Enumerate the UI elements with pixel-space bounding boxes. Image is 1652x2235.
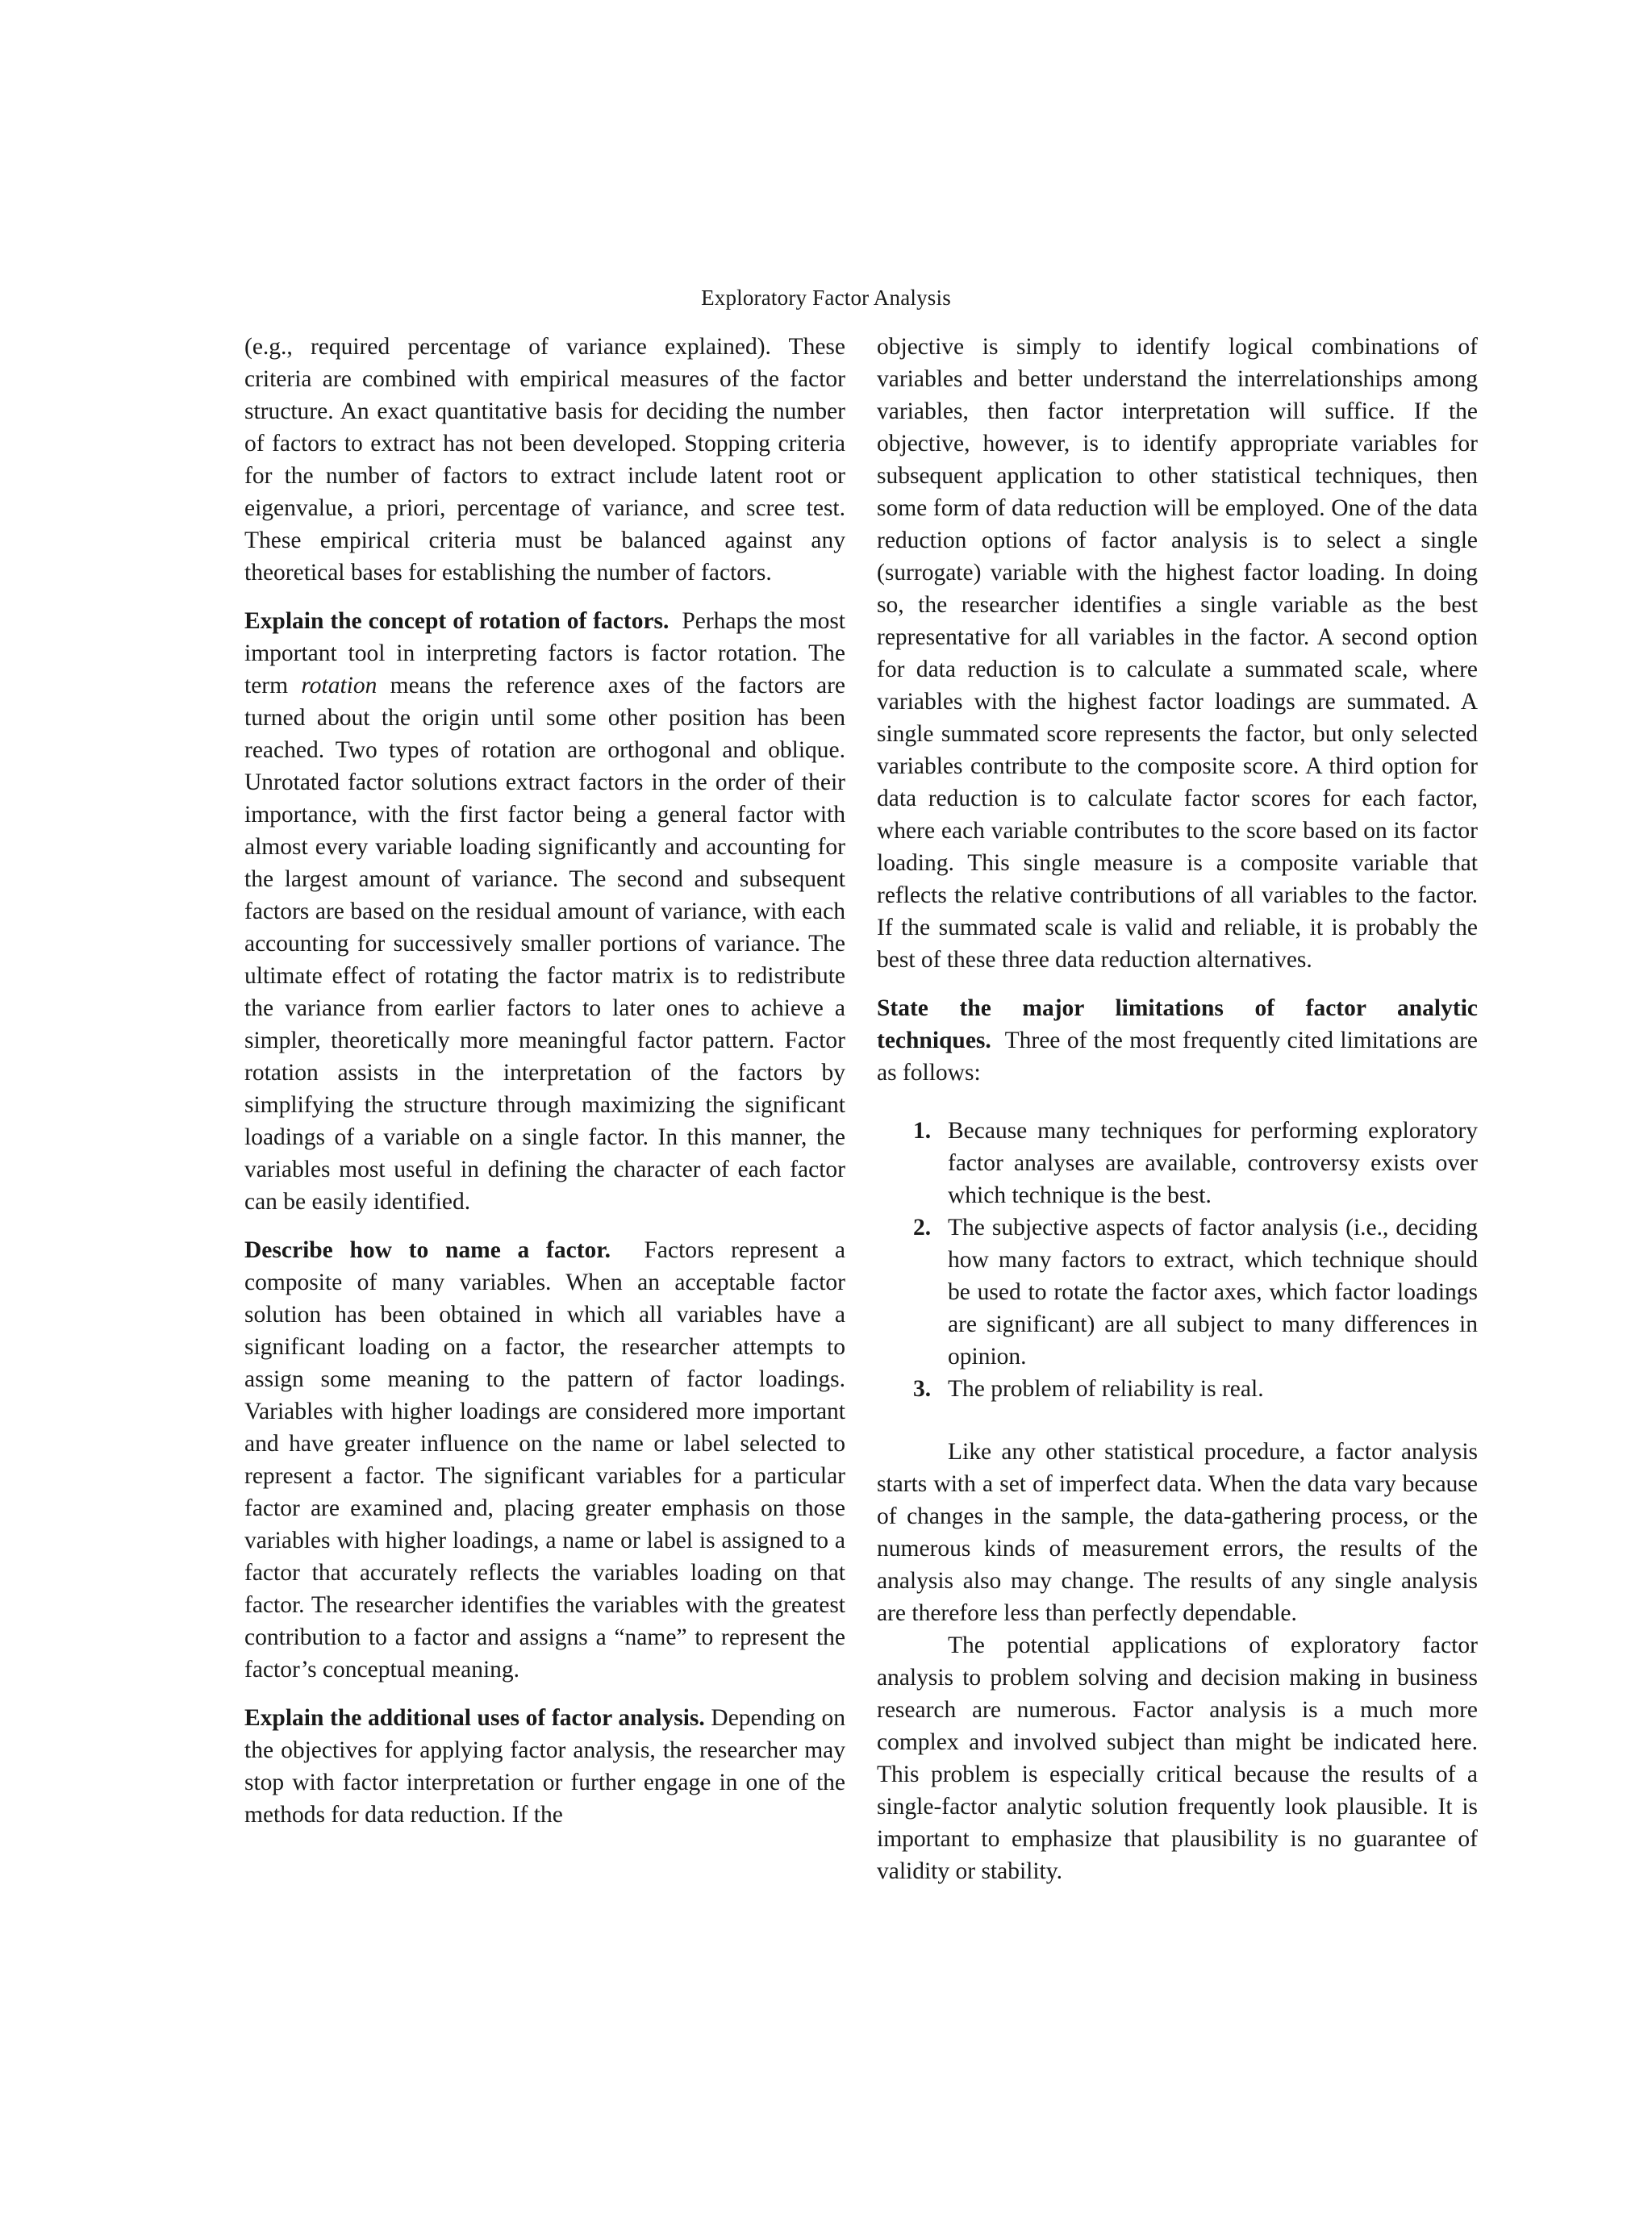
limitations-heading: State the major limitations of factor analytic techniques. <box>877 995 1478 1053</box>
limitations-list <box>877 1115 1478 1405</box>
rotation-text-after: means the reference axes of the factors are turned about the origin until some other position has been reached. Two types of rotation are orthogonal and oblique. Unrotated factor solutions extract factors in the order of their importance, with the first factor being a general factor with almost every variable loading significantly and accounting for the largest amount of variance. The second and subsequent factors are based on the residual amount of variance, with each accounting for successively smaller portions of variance. The ultimate effect of rotating the factor matrix is to redistribute the variance from earlier factors to later ones to achieve a simpler, theoretically more meaningful factor pattern. Factor rotation assists in the interpretation of the factors by simplifying the structure through maximizing the significant loadings of a variable on a single factor. In this manner, the variables most useful in defining the character of each factor can be easily identified. <box>244 673 846 1215</box>
list-item-number: 1. <box>913 1118 932 1144</box>
list-item <box>877 1211 1478 1373</box>
right-column <box>877 331 1478 1887</box>
rotation-section <box>244 605 845 1218</box>
closing-paragraph-1: Like any other statistical procedure, a factor analysis starts with a set of imperfect data. When the data vary because of changes in the sample, the data-gathering process, or the numerous kinds of measurement errors, the results of the analysis also may change. The results of any single analysis are therefore less than perfectly dependable. <box>877 1439 1478 1626</box>
list-item-number: 2. <box>913 1215 932 1241</box>
list-item <box>877 1115 1478 1211</box>
uses-heading: Explain the additional uses of factor analysis. <box>244 1705 705 1731</box>
naming-section <box>244 1234 845 1686</box>
naming-text: Factors represent a composite of many variables. When an acceptable factor solution has been obtained in which all variables have a significant loading on a factor, the researcher attempts to assign some meaning to the pattern of factor loadings. Variables with higher loadings are considered more important and have greater influence on the name or label selected to represent a factor. The significant variables for a particular factor are examined and, placing greater emphasis on those variables with higher loadings, a name or label is assigned to a factor that accurately reflects the variables loading on that factor. The researcher identifies the variables with the greatest contribution to a factor and assigns a “name” to represent the factor’s conceptual meaning. <box>244 1237 846 1683</box>
list-item-text: The subjective aspects of factor analysis (i.e., deciding how many factors to extract, which technique should be used to rotate the factor axes, which factor loadings are significant) are all subject to many differences in opinion. <box>948 1215 1478 1370</box>
naming-heading: Describe how to name a factor. <box>244 1237 611 1263</box>
rotation-heading: Explain the concept of rotation of factors. <box>244 608 670 634</box>
limitations-text: Three of the most frequently cited limitations are as follows: <box>877 1028 1479 1086</box>
limitations-section <box>877 992 1478 1089</box>
list-item-number: 3. <box>913 1376 932 1402</box>
list-item <box>877 1373 1478 1405</box>
uses-text: Depending on the objectives for applying factor analysis, the researcher may stop with factor interpretation or further engage in one of the methods for data reduction. If the <box>244 1705 845 1828</box>
rotation-text-before: Perhaps the most important tool in interpreting factors is factor rotation. The term <box>244 608 846 698</box>
running-head: Exploratory Factor Analysis <box>701 286 951 310</box>
list-item-text: The problem of reliability is real. <box>948 1376 1264 1402</box>
left-column <box>244 331 845 1831</box>
closing-paragraph-2: The potential applications of exploratory factor analysis to problem solving and decision making in business research are numerous. Factor analysis is a much more complex and involved subject than might be indicated here. This problem is especially critical because the results of a single-factor analytic solution frequently look plausible. It is important to emphasize that plausibility is no guarantee of validity or stability. <box>877 1632 1478 1884</box>
list-item-text: Because many techniques for performing exploratory factor analyses are available, controversy exists over which technique is the best. <box>948 1118 1478 1208</box>
uses-section <box>244 1702 845 1831</box>
rotation-emphasis: rotation <box>301 673 378 698</box>
intro-paragraph: (e.g., required percentage of variance explained). These criteria are combined with empirical measures of the factor structure. An exact quantitative basis for deciding the number of factors to extract has not been developed. Stopping criteria for the number of factors to extract include latent root or eigenvalue, a priori, percentage of variance, and scree test. These empirical criteria must be balanced against any theoretical bases for establishing the number of factors. <box>244 334 845 586</box>
uses-continued-paragraph: objective is simply to identify logical combinations of variables and better understand the interrelationships among variables, then factor interpretation will suffice. If the objective, however, is to identify appropriate variables for subsequent application to other statistical techniques, then some form of data reduction will be employed. One of the data reduction options of factor analysis is to select a single (surrogate) variable with the highest factor loading. In doing so, the researcher identifies a single variable as the best representative for all variables in the factor. A second option for data reduction is to calculate a summated scale, where variables with the highest factor loadings are summated. A single summated score represents the factor, but only selected variables contribute to the composite score. A third option for data reduction is to calculate factor scores for each factor, where each variable contributes to the score based on its factor loading. This single measure is a composite variable that reflects the relative contributions of all variables to the factor. If the summated scale is valid and reliable, it is probably the best of these three data reduction alternatives. <box>877 334 1478 973</box>
